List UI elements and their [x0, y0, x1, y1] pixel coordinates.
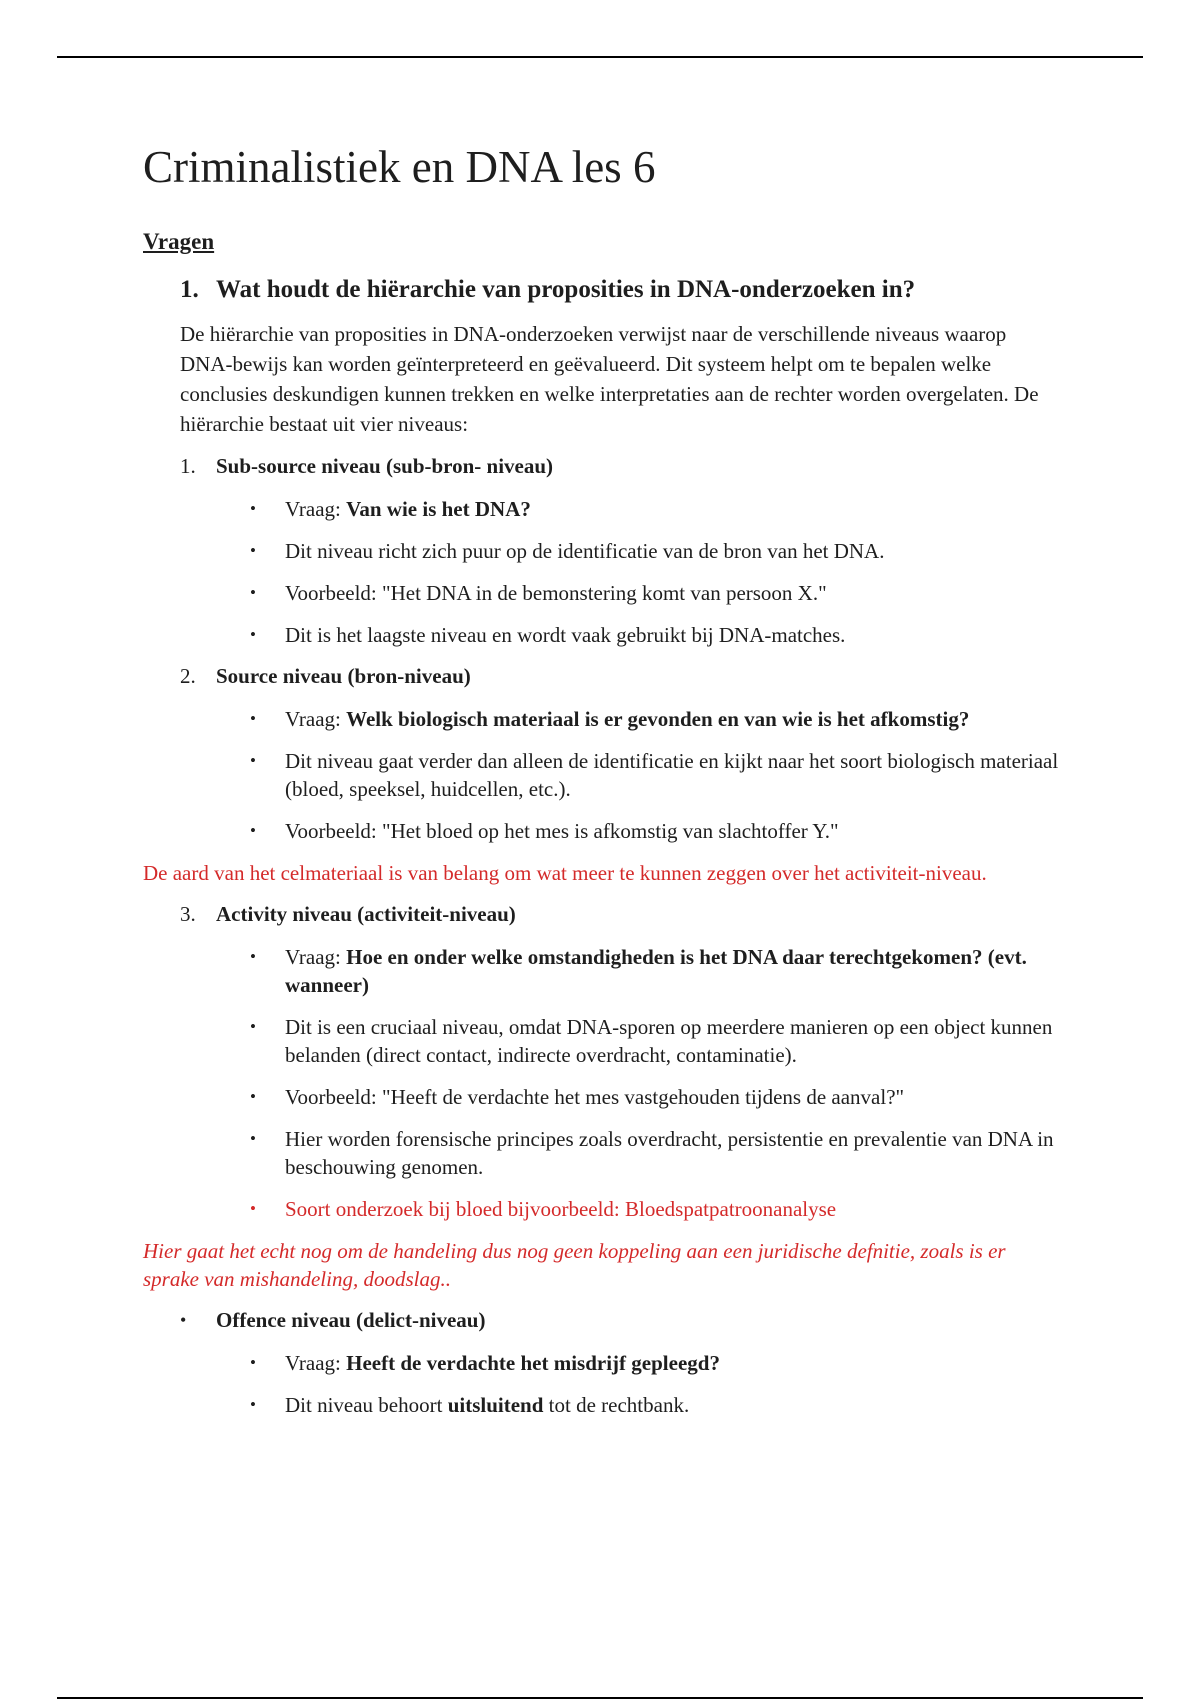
level-bullets: [250, 943, 1063, 1223]
red-italic-note: Hier gaat het echt nog om de handeling dus nog geen koppeling aan een juridische defnitie, zoals is er sprake van mishandeling, doodslag..: [143, 1239, 1006, 1292]
list-item: • Dit niveau behoort uitsluitend tot de rechtbank.: [250, 1393, 690, 1418]
bullet-icon: •: [250, 709, 256, 729]
intro-paragraph: De hiërarchie van proposities in DNA-onderzoeken verwijst naar de verschillende niveaus waarop DNA-bewijs kan worden geïnterpreteerd en geëvalueerd. Dit systeem helpt om te bepalen welke conclusies deskundigen kunnen trekken en welke interpretaties aan de rechter worden overgelaten. De hiërarchie bestaat uit vier niveaus:: [180, 322, 1039, 437]
level-bullets: [250, 705, 1063, 845]
bullet-icon: •: [180, 1310, 187, 1331]
red-note: De aard van het celmateriaal is van belang om wat meer te kunnen zeggen over het activiteit-niveau.: [143, 861, 987, 886]
list-item: • Vraag: Hoe en onder welke omstandigheden is het DNA daar terechtgekomen? (evt. wanneer): [250, 945, 1027, 998]
bullet-icon: •: [250, 625, 256, 645]
level-heading: [180, 661, 1063, 691]
list-item: • Dit is een cruciaal niveau, omdat DNA-sporen op meerdere manieren op een object kunnen belanden (direct contact, indirecte overdracht, contaminatie).: [250, 1015, 1053, 1068]
bullet-icon: •: [250, 821, 256, 841]
list-item: • Dit niveau gaat verder dan alleen de identificatie en kijkt naar het soort biologisch materiaal (bloed, speeksel, huidcellen, etc.).: [250, 749, 1059, 802]
list-item: • Dit is het laagste niveau en wordt vaak gebruikt bij DNA-matches.: [250, 623, 846, 648]
bullet-icon: •: [250, 1199, 256, 1219]
list-item: • Vraag: Heeft de verdachte het misdrijf gepleegd?: [250, 1351, 720, 1376]
list-item: • Hier worden forensische principes zoals overdracht, persistentie en prevalentie van DNA in beschouwing genomen.: [250, 1127, 1054, 1180]
bullet-icon: •: [250, 1395, 256, 1415]
bottom-rule: [57, 1697, 1143, 1699]
level-number: 2.: [180, 664, 196, 689]
list-item: • Soort onderzoek bij bloed bijvoorbeeld: Bloedspatpatroonanalyse: [250, 1197, 837, 1222]
list-item: • Voorbeeld: "Heeft de verdachte het mes vastgehouden tijdens de aanval?": [250, 1085, 905, 1110]
level-title: Offence niveau (delict-niveau): [216, 1308, 486, 1333]
section-heading: Vragen: [143, 229, 215, 254]
list-item: • Vraag: Welk biologisch materiaal is er gevonden en van wie is het afkomstig?: [250, 707, 970, 732]
document-title: Criminalistiek en DNA les 6: [143, 142, 656, 192]
bullet-icon: •: [250, 1017, 256, 1037]
level-bullets: [250, 495, 1063, 649]
question-number: 1.: [180, 275, 199, 303]
bullet-icon: •: [250, 541, 256, 561]
level-title: Sub-source niveau (sub-bron- niveau): [216, 454, 554, 479]
list-item: • Vraag: Van wie is het DNA?: [250, 497, 531, 522]
bullet-icon: •: [250, 1129, 256, 1149]
level-title: Activity niveau (activiteit-niveau): [216, 902, 516, 927]
level-bullets: [250, 1349, 1063, 1419]
bullet-icon: •: [250, 583, 256, 603]
list-item: • Voorbeeld: "Het DNA in de bemonstering komt van persoon X.": [250, 581, 827, 606]
level-number: 1.: [180, 454, 196, 479]
list-item: • Voorbeeld: "Het bloed op het mes is afkomstig van slachtoffer Y.": [250, 819, 839, 844]
bullet-icon: •: [250, 1353, 256, 1373]
question-heading: [180, 274, 1063, 307]
bullet-icon: •: [250, 499, 256, 519]
bullet-icon: •: [250, 947, 256, 967]
document-page: [143, 140, 1063, 1419]
bullet-icon: •: [250, 751, 256, 771]
level-heading: [180, 1305, 1063, 1335]
level-title: Source niveau (bron-niveau): [216, 664, 471, 689]
question-text: Wat houdt de hiërarchie van proposities in DNA-onderzoeken in?: [216, 275, 916, 303]
level-number: 3.: [180, 902, 196, 927]
bullet-icon: •: [250, 1087, 256, 1107]
list-item: • Dit niveau richt zich puur op de identificatie van de bron van het DNA.: [250, 539, 885, 564]
top-rule: [57, 56, 1143, 58]
level-heading: [180, 451, 1063, 481]
level-heading: [180, 899, 1063, 929]
